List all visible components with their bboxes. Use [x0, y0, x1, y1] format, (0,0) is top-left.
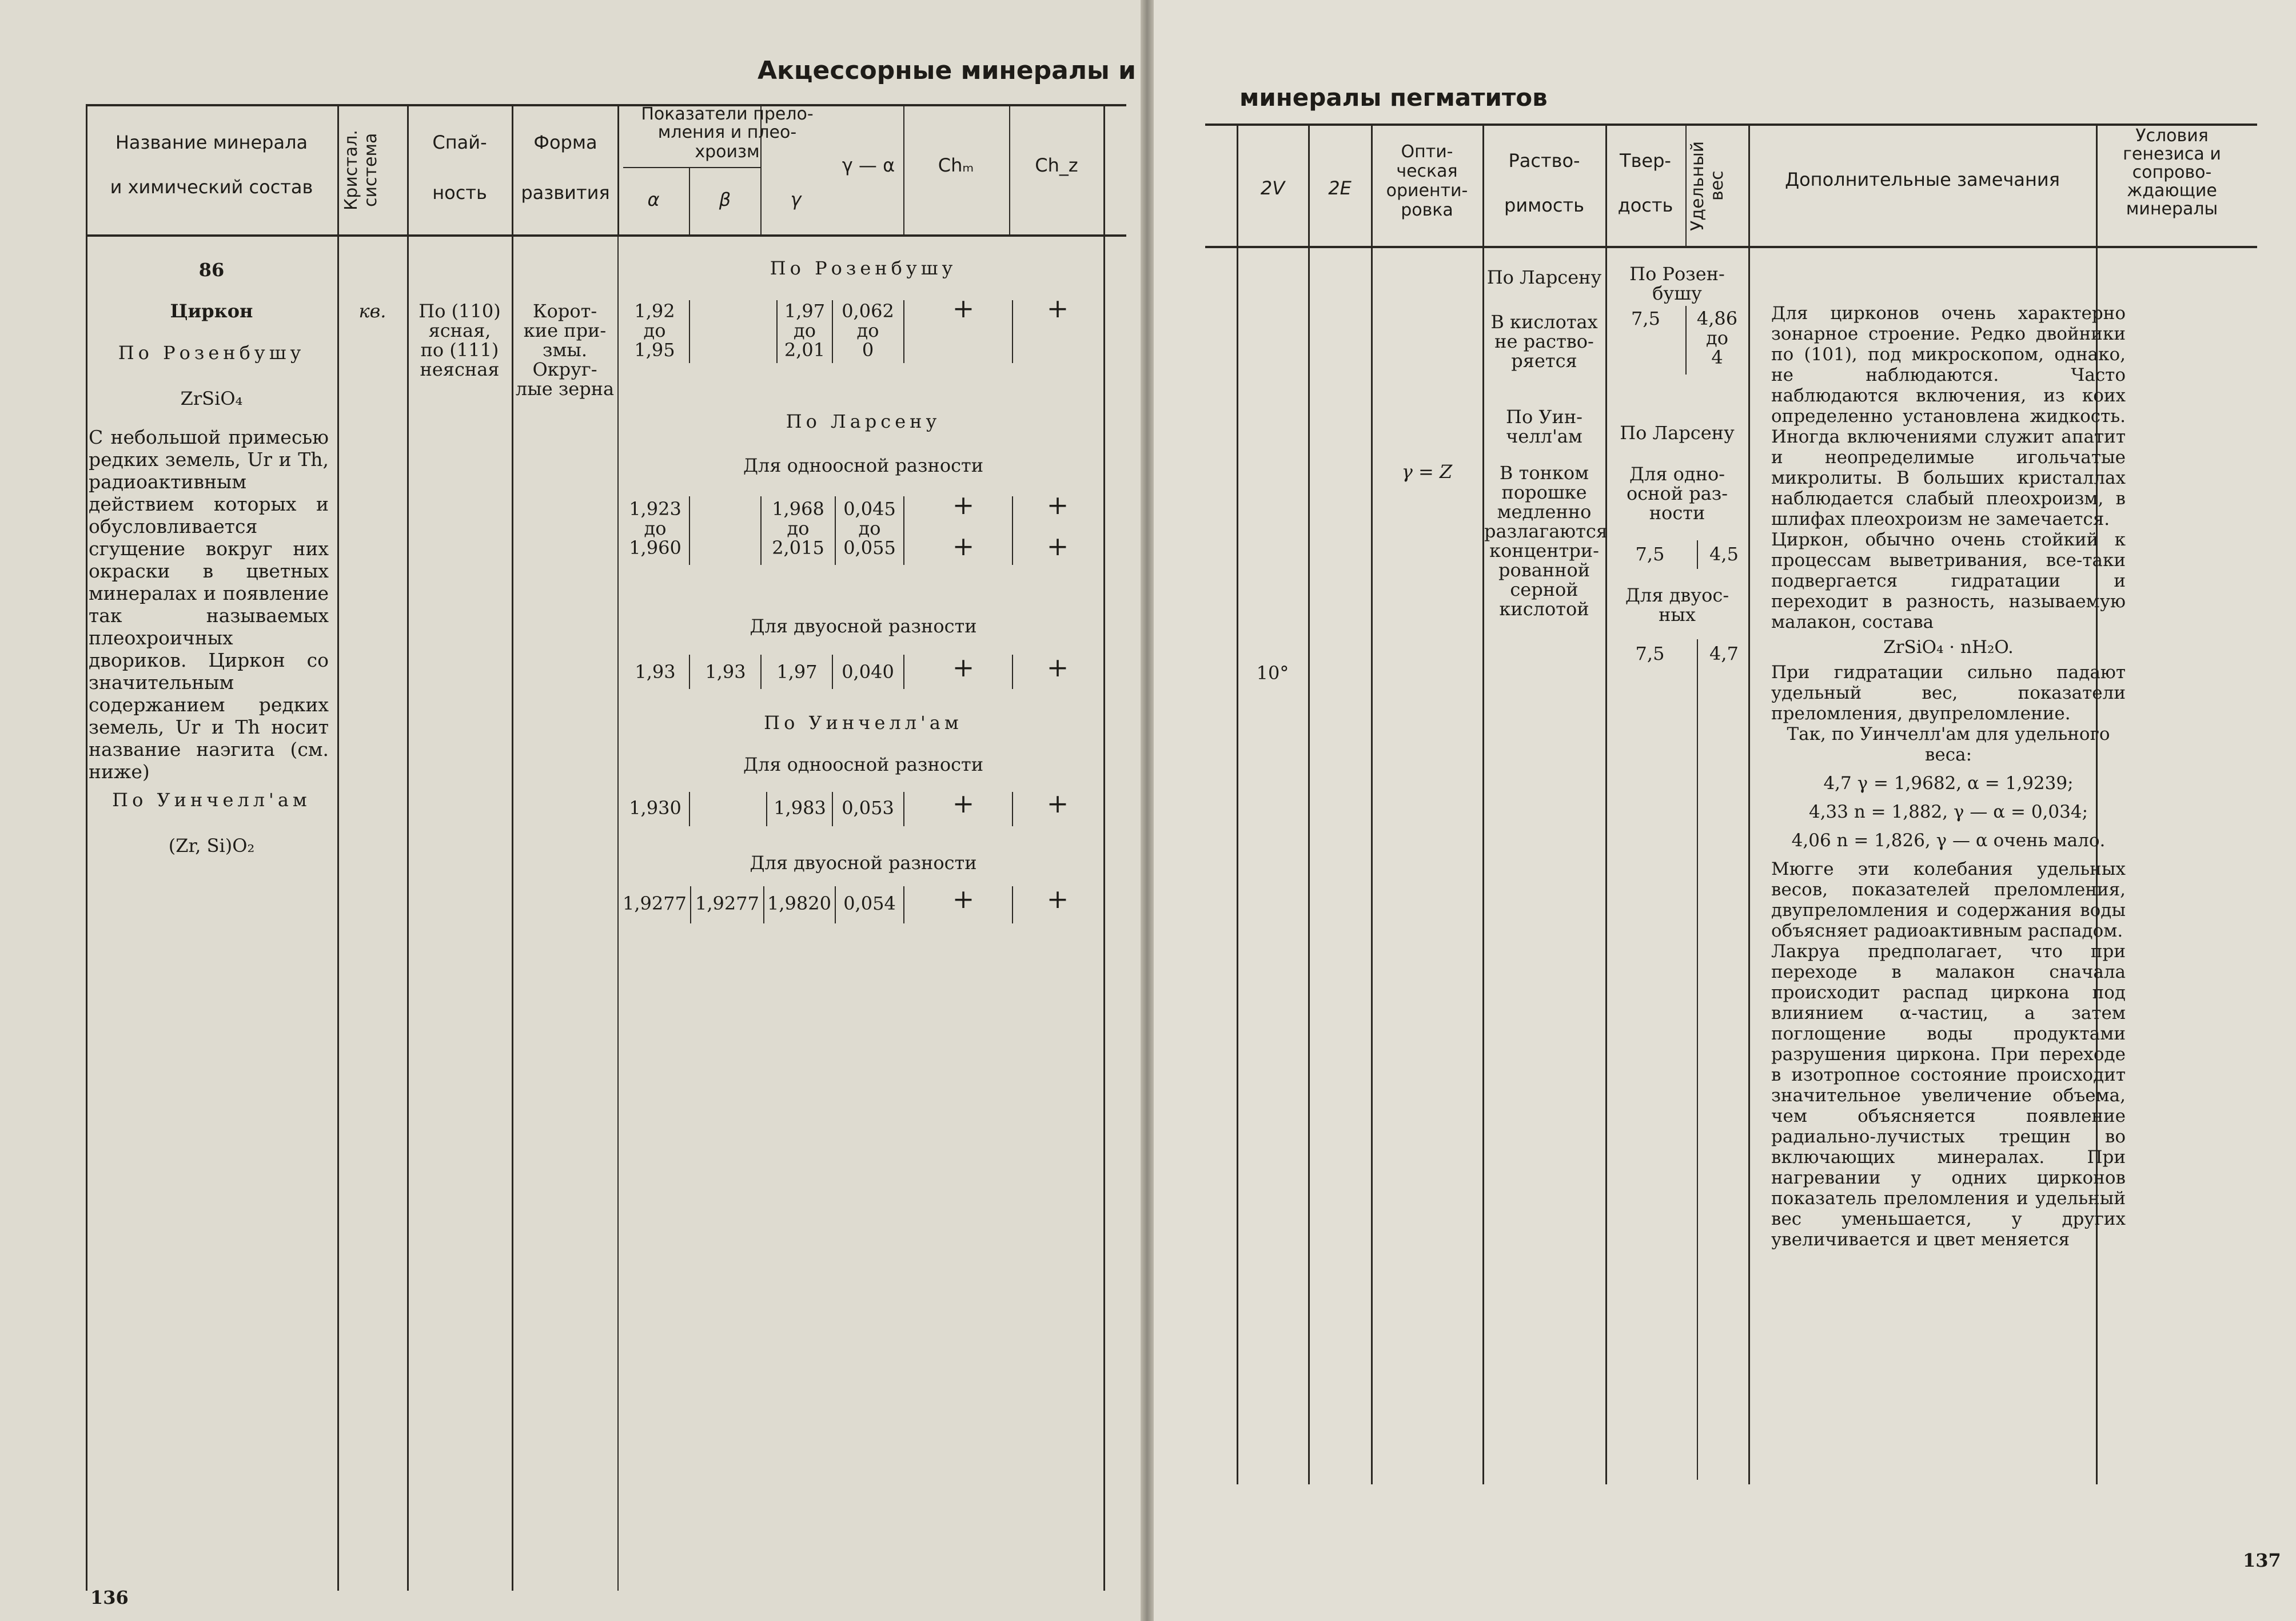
r2-alpha-3: 1,960 — [629, 537, 681, 559]
r5-sep-d — [903, 886, 904, 923]
hard-value-2: 7,5 — [1635, 543, 1665, 565]
sol-powder-5: концентри- — [1489, 540, 1599, 561]
r3-sep-c — [832, 655, 833, 689]
notes-paragraph-5: Мюгге эти колебания удельных весов, показателей преломления, двупреломления и содержания воды объясняет радиоактивным распадом. — [1771, 859, 2126, 941]
density-1c: 4 — [1711, 346, 1723, 368]
r2-sep-a — [689, 496, 690, 565]
header-form-2: развития — [521, 182, 610, 204]
cleavage-line-1: По (110) — [418, 300, 501, 322]
density-1a: 4,86 — [1696, 308, 1738, 329]
density-1b: до — [1706, 327, 1728, 349]
r4-gamma: 1,983 — [774, 797, 826, 819]
sol-powder-2: порошке — [1501, 481, 1587, 503]
r5-alpha: 1,9277 — [623, 893, 687, 914]
section-biaxial-1: Для двуосной разности — [750, 615, 977, 637]
r4-sep-d — [903, 792, 904, 826]
left-page-number: 136 — [90, 1587, 129, 1608]
header-crystal: Кристал. система — [341, 130, 381, 210]
r2-chm-plus-1: + — [952, 489, 975, 520]
header-refr-1: Показатели прело- — [641, 104, 814, 124]
header-density: Удельный вес — [1688, 141, 1727, 231]
r1-alpha-1: 1,92 — [634, 300, 675, 322]
header-gen-2: генезиса и — [2123, 144, 2221, 164]
notes-density-line-3: 4,06 n = 1,826, γ — α очень мало. — [1791, 830, 2106, 851]
header-form-1: Форма — [533, 132, 597, 153]
entry-number: 86 — [198, 259, 225, 281]
form-line-5: лые зерна — [515, 378, 615, 400]
r2-sep-d — [903, 496, 904, 565]
r2-gamma-2: до — [787, 517, 810, 539]
hd-sep-2 — [1697, 540, 1698, 569]
r4-chz-plus: + — [1046, 788, 1069, 819]
by-rosenbusch-label: По Розенбушу — [118, 342, 305, 364]
cleavage-line-4: неясная — [420, 359, 500, 380]
right-header-title: минералы пегматитов — [1239, 83, 1548, 111]
header-gen-3: сопрово- — [2132, 162, 2212, 182]
col-divider-4b — [617, 234, 619, 1591]
header-alpha: α — [647, 189, 660, 210]
notes-paragraph-1: Для цирконов очень характерно зонарное строение. Редко двойники по (101), под микроскопом, однако, не наблюдаются. Часто наблюдаются включения, из коих определенно установлена жидкость. Иногда включениями служит апатит и неопределимые игольчатые микролиты. В больших кристаллах наблюдается слабый плеохроизм, в шлифах плеохроизм не замечается. — [1771, 303, 2126, 529]
table-left-border — [86, 104, 87, 1591]
r1-sep-e — [1012, 300, 1013, 363]
header-sol-2: римость — [1504, 194, 1584, 216]
section-rosenbusch: По Розенбушу — [770, 257, 957, 279]
hard-uni-1: Для одно- — [1629, 463, 1725, 485]
r4-sep-e — [1012, 792, 1013, 826]
form-line-2: кие при- — [523, 320, 607, 341]
hard-bi-1: Для двуос- — [1625, 584, 1729, 606]
sol-powder-7: серной — [1510, 579, 1579, 600]
col-divider-8 — [1009, 104, 1010, 234]
r-col-divider-6 — [1748, 124, 1750, 1484]
header-beta: β — [719, 189, 731, 210]
hard-rosen-2: бушу — [1652, 282, 1702, 304]
header-chm: Chₘ — [938, 154, 974, 176]
header-name-1: Название минерала — [115, 132, 308, 153]
hard-uni-3: ности — [1649, 502, 1705, 524]
r5-chm-plus: + — [952, 883, 975, 914]
header-optic-2: ческая — [1396, 161, 1458, 181]
table-header-rule — [86, 234, 1126, 237]
r4-sep-b — [766, 792, 767, 826]
left-header-title: Акцессорные минералы и — [758, 56, 1136, 85]
r-col-divider-2 — [1371, 124, 1373, 1484]
notes-formula: ZrSiO₄ · nH₂O. — [1883, 637, 2014, 658]
r-table-top-rule — [1205, 124, 2257, 126]
r2-chz-plus-2: + — [1046, 531, 1069, 561]
cleavage-line-2: ясная, — [428, 320, 491, 341]
header-optic-3: ориенти- — [1386, 181, 1468, 201]
col-divider-9 — [1103, 104, 1105, 1591]
sol-powder-3: медленно — [1497, 501, 1592, 523]
book-gutter — [1141, 0, 1154, 1621]
col-divider-1 — [337, 104, 339, 1591]
hard-value-1: 7,5 — [1631, 308, 1660, 329]
r4-gma: 0,053 — [842, 797, 894, 819]
formula-zrsio4: ZrSiO₄ — [180, 388, 243, 409]
sol-powder-6: рованной — [1498, 559, 1591, 581]
section-biaxial-2: Для двуосной разности — [750, 852, 977, 874]
notes-paragraph-2: Циркон, обычно очень стойкий к процессам выветривания, все-таки подвергается гидратации и переходит в разность, называемую малакон, состава — [1771, 529, 2126, 632]
header-name-2: и химический состав — [110, 176, 313, 198]
hard-uni-2: осной раз- — [1626, 483, 1728, 504]
notes-paragraph-3: При гидратации сильно падают удельный вес, показатели преломления, двупреломление. — [1771, 662, 2126, 724]
r4-chm-plus: + — [952, 788, 975, 819]
header-gamma-alpha: γ — α — [842, 154, 895, 176]
hd-sep-3 — [1697, 639, 1698, 1480]
r-table-header-rule — [1205, 246, 2257, 248]
r3-beta: 1,93 — [705, 661, 746, 683]
form-line-3: змы. — [543, 339, 587, 361]
header-cleavage-2: ность — [432, 182, 487, 204]
header-2e: 2E — [1328, 177, 1352, 199]
r1-sep-d — [903, 300, 904, 363]
notes-density-line-1: 4,7 γ = 1,9682, α = 1,9239; — [1823, 773, 2074, 794]
table-top-rule — [86, 104, 1126, 106]
r5-gamma: 1,9820 — [767, 893, 831, 914]
sol-acids-3: ряется — [1511, 350, 1577, 372]
r3-sep-d — [903, 655, 904, 689]
r4-sep-c — [832, 792, 833, 826]
r1-chz-plus: + — [1046, 293, 1069, 324]
header-refr-2: мления и плео- — [657, 122, 797, 142]
r2-gma-2: до — [858, 517, 881, 539]
section-winchell: По Уинчелл'ам — [764, 712, 963, 734]
r2-sep-e — [1012, 496, 1013, 565]
density-3: 4,7 — [1709, 643, 1739, 664]
r3-alpha: 1,93 — [635, 661, 676, 683]
r5-gma: 0,054 — [843, 893, 896, 914]
header-optic-1: Опти- — [1401, 142, 1453, 162]
header-gamma: γ — [790, 189, 802, 210]
r1-gamma-2: до — [794, 320, 816, 341]
left-page — [0, 0, 1141, 1621]
sol-larsen: По Ларсену — [1486, 266, 1602, 288]
hard-bi-2: ных — [1659, 604, 1696, 626]
r-col-divider-1 — [1308, 124, 1310, 1484]
header-optic-4: ровка — [1401, 200, 1453, 220]
r3-chz-plus: + — [1046, 652, 1069, 683]
header-cleavage-1: Спай- — [432, 132, 487, 153]
r1-alpha-2: до — [643, 320, 666, 341]
r5-chz-plus: + — [1046, 883, 1069, 914]
sol-winchell-1: По Уин- — [1506, 406, 1583, 428]
density-2: 4,5 — [1709, 543, 1739, 565]
crystal-value: кв. — [358, 300, 386, 322]
r1-chm-plus: + — [952, 293, 975, 324]
r2-alpha-1: 1,923 — [629, 498, 681, 520]
sol-winchell-2: челл'ам — [1506, 425, 1583, 447]
hard-larsen: По Ларсену — [1620, 422, 1735, 444]
r1-gma-3: 0 — [862, 339, 874, 361]
notes-density-line-2: 4,33 n = 1,882, γ — α = 0,034; — [1808, 802, 2088, 822]
header-sol-1: Раство- — [1508, 150, 1580, 172]
r2-sep-b — [760, 496, 762, 565]
hd-sep-1 — [1685, 306, 1687, 375]
header-gen-5: минералы — [2126, 199, 2218, 219]
r3-sep-a — [689, 655, 690, 689]
section-uniaxial-1: Для одноосной разности — [743, 455, 984, 476]
r1-gma-2: до — [856, 320, 879, 341]
hard-rosen-1: По Розен- — [1629, 263, 1725, 285]
r1-gamma-1: 1,97 — [784, 300, 826, 322]
sol-acids-2: не раство- — [1494, 330, 1594, 352]
mineral-description: С небольшой примесью редких земель, Ur и Th, радиоактивным действием которых и обусловливается сгущение вокруг них окраски в цветных минералах и появление так называемых плеохроичных двориков. Циркон со значительным содержанием редких земель, Ur и Th носит название наэгита (см. ниже) — [89, 426, 329, 783]
r2-gamma-3: 2,015 — [772, 537, 824, 559]
r1-sep-a — [689, 300, 690, 363]
twov-value: 10° — [1256, 662, 1289, 684]
r2-gamma-1: 1,968 — [772, 498, 824, 520]
r3-sep-e — [1012, 655, 1013, 689]
r1-gamma-3: 2,01 — [784, 339, 826, 361]
r3-sep-b — [760, 655, 762, 689]
r1-alpha-3: 1,95 — [634, 339, 675, 361]
sol-powder-4: разлагаются — [1484, 520, 1608, 542]
hard-value-3: 7,5 — [1635, 643, 1665, 664]
header-chz: Ch_z — [1035, 154, 1078, 176]
header-hard-2: дость — [1617, 194, 1673, 216]
right-page — [1154, 0, 2296, 1621]
r2-chz-plus-1: + — [1046, 489, 1069, 520]
r3-chm-plus: + — [952, 652, 975, 683]
r3-gamma: 1,97 — [776, 661, 818, 683]
header-notes: Дополнительные замечания — [1785, 169, 2060, 190]
sol-powder-1: В тонком — [1499, 462, 1589, 484]
sol-powder-8: кислотой — [1499, 598, 1589, 620]
r5-sep-e — [1012, 886, 1013, 923]
r5-beta: 1,9277 — [695, 893, 759, 914]
by-winchell-label: По Уинчелл'ам — [112, 789, 311, 811]
header-refr-3: хроизм — [695, 142, 760, 162]
header-gen-1: Условия — [2135, 126, 2209, 146]
section-uniaxial-2: Для одноосной разности — [743, 754, 984, 775]
header-gen-4: ждающие — [2127, 181, 2217, 201]
r1-sep-c — [832, 300, 833, 363]
additional-notes — [1771, 303, 2126, 1250]
formula-zrsio2: (Zr, Si)O₂ — [168, 835, 255, 857]
refr-subheader-rule — [623, 167, 760, 168]
r-col-divider-5 — [1685, 124, 1687, 246]
header-2v: 2V — [1260, 177, 1285, 199]
mineral-name: Циркон — [170, 300, 253, 322]
r2-gma-1: 0,045 — [843, 498, 896, 520]
notes-paragraph-4: Так, по Уинчелл'ам для удельного веса: — [1787, 724, 2110, 765]
r3-gma: 0,040 — [842, 661, 894, 683]
r2-alpha-2: до — [644, 517, 667, 539]
sol-acids-1: В кислотах — [1490, 311, 1598, 333]
notes-paragraph-6: Лакруа предполагает, что при переходе в малакон сначала происходит распад циркона под влиянием α-частиц, а затем поглощение воды продуктами разрушения циркона. При переходе в изотропное состояние происходит значительное увеличение объема, чем объясняется появление радиально-лучистых трещин во включающих минералах. При нагревании у одних цирконов показатель преломления и удельный вес уменьшается, у других увеличивается и цвет меняется — [1771, 941, 2126, 1250]
right-page-number: 137 — [2243, 1550, 2281, 1571]
cleavage-line-3: по (111) — [420, 339, 499, 361]
r4-alpha: 1,930 — [629, 797, 681, 819]
header-hard-1: Твер- — [1620, 150, 1671, 172]
r4-sep-a — [689, 792, 690, 826]
r2-gma-3: 0,055 — [843, 537, 896, 559]
r2-chm-plus-2: + — [952, 531, 975, 561]
section-larsen: По Ларсену — [786, 411, 941, 432]
form-line-4: Округ- — [532, 359, 597, 380]
r-col-divider-0 — [1237, 124, 1238, 1484]
optic-orientation-value: γ = Z — [1401, 461, 1453, 483]
r1-gma-1: 0,062 — [842, 300, 894, 322]
form-line-1: Корот- — [532, 300, 597, 322]
col-divider-2 — [407, 104, 409, 1591]
